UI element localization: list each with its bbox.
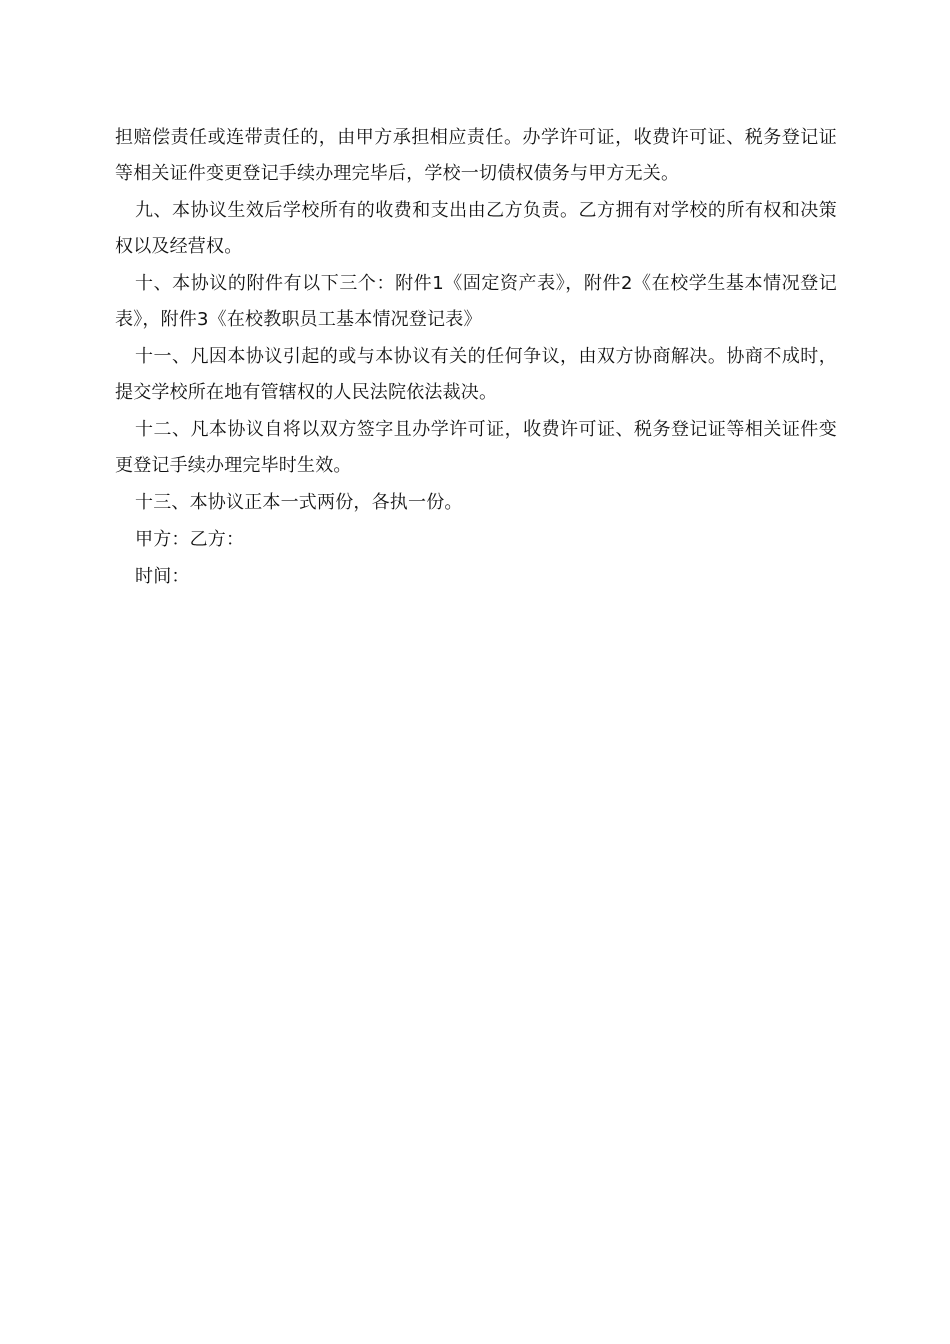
clause-thirteen: 十三、本协议正本一式两份，各执一份。 — [135, 492, 463, 513]
signature-line: 甲方：乙方： — [135, 529, 245, 550]
document-body — [115, 120, 837, 596]
clause-nine: 九、本协议生效后学校所有的收费和支出由乙方负责。乙方拥有对学校的所有权和决策权以及经营权。 — [115, 200, 837, 257]
clause-ten: 十、本协议的附件有以下三个：附件1《固定资产表》，附件2《在校学生基本情况登记表》，附件3《在校教职员工基本情况登记表》 — [115, 273, 837, 330]
paragraph-continuation: 担赔偿责任或连带责任的，由甲方承担相应责任。办学许可证，收费许可证、税务登记证等相关证件变更登记手续办理完毕后，学校一切债权债务与甲方无关。 — [115, 127, 837, 184]
clause-twelve: 十二、凡本协议自将以双方签字且办学许可证，收费许可证、税务登记证等相关证件变更登记手续办理完毕时生效。 — [115, 419, 837, 476]
clause-eleven: 十一、凡因本协议引起的或与本协议有关的任何争议，由双方协商解决。协商不成时，提交学校所在地有管辖权的人民法院依法裁决。 — [115, 346, 837, 403]
date-line: 时间： — [135, 566, 190, 587]
